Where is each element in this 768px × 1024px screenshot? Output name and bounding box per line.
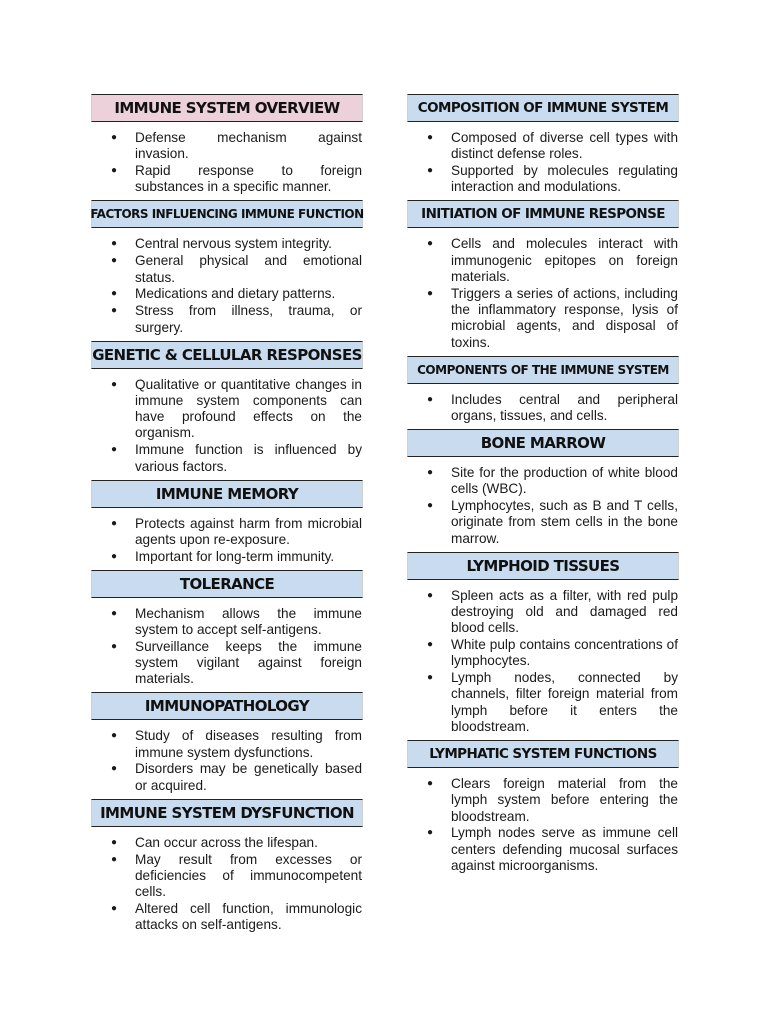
list-item: ● Supported by molecules regulating interaction and modulations. (407, 163, 678, 196)
list-item: ● Important for long-term immunity. (91, 549, 362, 565)
list-item: ● Mechanism allows the immune system to accept self-antigens. (91, 606, 362, 639)
section-heading: LYMPHATIC SYSTEM FUNCTIONS (407, 740, 679, 768)
list-item: ● Spleen acts as a filter, with red pulp destroying old and damaged red blood cells. (407, 588, 678, 637)
section-heading: GENETIC & CELLULAR RESPONSES (91, 341, 363, 369)
section-heading: LYMPHOID TISSUES (407, 552, 679, 580)
list-item: ● Medications and dietary patterns. (91, 286, 362, 302)
list-item: ● Disorders may be genetically based or acquired. (91, 761, 362, 794)
section-heading: COMPONENTS OF THE IMMUNE SYSTEM (407, 356, 679, 384)
bullet-list (91, 122, 363, 200)
bullet-list (407, 580, 679, 740)
section-immunopathology (91, 692, 363, 798)
list-item: ● Protects against harm from microbial agents upon re-exposure. (91, 516, 362, 549)
list-item: ● White pulp contains concentrations of lymphocytes. (407, 637, 678, 670)
list-item: ● Surveillance keeps the immune system vigilant against foreign materials. (91, 639, 362, 688)
section-bone-marrow (407, 429, 679, 552)
list-item: ● Stress from illness, trauma, or surgery. (91, 303, 362, 336)
left-column (91, 94, 363, 938)
bullet-list (91, 827, 363, 939)
section-lymphatic-system-functions (407, 740, 679, 879)
bullet-list (91, 508, 363, 570)
list-item: ● Triggers a series of actions, including the inflammatory response, lysis of microbial agents, and disposal of toxins. (407, 286, 678, 351)
bullet-list (91, 720, 363, 798)
section-heading: IMMUNOPATHOLOGY (91, 692, 363, 720)
list-item: ● May result from excesses or deficiencies of immunocompetent cells. (91, 852, 362, 901)
section-heading: INITIATION OF IMMUNE RESPONSE (407, 200, 679, 228)
bullet-list (407, 384, 679, 429)
list-item: ● Lymphocytes, such as B and T cells, originate from stem cells in the bone marrow. (407, 498, 678, 547)
list-item: ● Immune function is influenced by various factors. (91, 442, 362, 475)
list-item: ● Qualitative or quantitative changes in immune system components can have profound effects on the organism. (91, 377, 362, 442)
list-item: ● Study of diseases resulting from immune system dysfunctions. (91, 728, 362, 761)
list-item: ● Defense mechanism against invasion. (91, 130, 362, 163)
section-heading: COMPOSITION OF IMMUNE SYSTEM (407, 94, 679, 122)
section-immune-system-dysfunction (91, 799, 363, 939)
section-composition-of-immune-system (407, 94, 679, 200)
list-item: ● Central nervous system integrity. (91, 236, 362, 252)
section-tolerance (91, 570, 363, 693)
list-item: ● Cells and molecules interact with immunogenic epitopes on foreign materials. (407, 236, 678, 285)
list-item: ● Rapid response to foreign substances in a specific manner. (91, 163, 362, 196)
section-immune-system-overview (91, 94, 363, 200)
list-item: ● Lymph nodes serve as immune cell centers defending mucosal surfaces against microorganisms. (407, 825, 678, 874)
list-item: ● Composed of diverse cell types with distinct defense roles. (407, 130, 678, 163)
section-factors-influencing-immune-function (91, 200, 363, 340)
section-lymphoid-tissues (407, 552, 679, 740)
section-heading: TOLERANCE (91, 570, 363, 598)
bullet-list (407, 122, 679, 200)
list-item: ● Site for the production of white blood cells (WBC). (407, 465, 678, 498)
bullet-list (407, 768, 679, 879)
section-initiation-of-immune-response (407, 200, 679, 355)
list-item: ● Altered cell function, immunologic attacks on self-antigens. (91, 901, 362, 934)
section-heading: IMMUNE SYSTEM DYSFUNCTION (91, 799, 363, 827)
list-item: ● Clears foreign material from the lymph system before entering the bloodstream. (407, 776, 678, 825)
bullet-list (91, 598, 363, 693)
bullet-list (407, 228, 679, 355)
list-item: ● Includes central and peripheral organs, tissues, and cells. (407, 392, 678, 425)
list-item: ● Lymph nodes, connected by channels, filter foreign material from lymph before it enters the bloodstream. (407, 670, 678, 735)
section-heading: BONE MARROW (407, 429, 679, 457)
section-heading: IMMUNE MEMORY (91, 480, 363, 508)
list-item: ● Can occur across the lifespan. (91, 835, 362, 851)
right-column (407, 94, 679, 879)
section-components-of-the-immune-system (407, 356, 679, 429)
section-heading: IMMUNE SYSTEM OVERVIEW (91, 94, 363, 122)
bullet-list (407, 457, 679, 552)
section-immune-memory (91, 480, 363, 570)
list-item: ● General physical and emotional status. (91, 253, 362, 286)
section-heading: FACTORS INFLUENCING IMMUNE FUNCTION (91, 200, 363, 228)
bullet-list (91, 228, 363, 340)
bullet-list (91, 369, 363, 480)
section-genetic-cellular-responses (91, 341, 363, 480)
